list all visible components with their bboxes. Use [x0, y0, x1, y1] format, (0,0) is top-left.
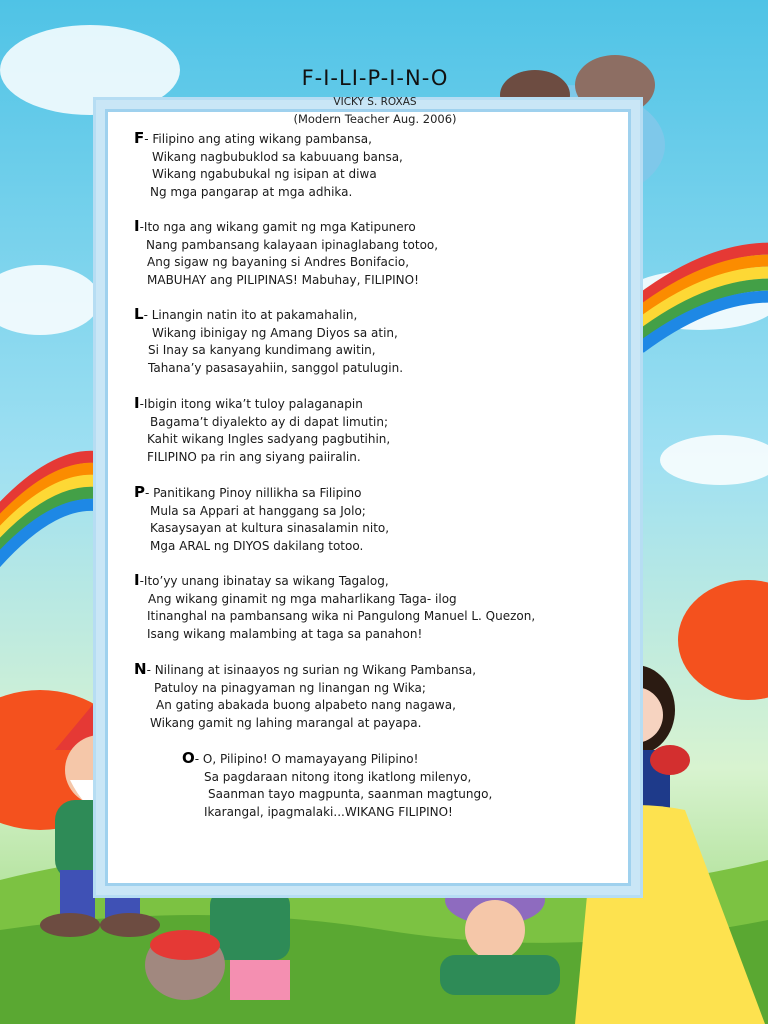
stanza-initial: O — [182, 749, 195, 767]
stanza-initial: L — [134, 305, 144, 323]
stanza-line: MABUHAY ang PILIPINAS! Mabuhay, FILIPINO! — [147, 272, 419, 287]
stanza-line: -Ito nga ang wikang gamit ng mga Katipunero — [139, 220, 416, 234]
stanza-line: Wikang gamit ng lahing marangal at payapa. — [150, 715, 422, 730]
stanza-initial: N — [134, 660, 147, 678]
stanza-initial: I — [134, 217, 140, 235]
stanza-line: Mga ARAL ng DIYOS dakilang totoo. — [150, 538, 364, 553]
stanza-line: - Linangin natin ito at pakamahalin, — [143, 308, 358, 322]
poem-author: VICKY S. ROXAS — [333, 96, 417, 108]
stanza-line: Mula sa Appari at hanggang sa Jolo; — [150, 503, 366, 518]
poem-title: F-I-LI-P-I-N-O — [301, 66, 449, 90]
stanza-line: Ng mga pangarap at mga adhika. — [150, 184, 353, 199]
stanza-i — [134, 218, 438, 289]
stanza-line: An gating abakada buong alpabeto nang nagawa, — [156, 698, 456, 712]
stanza-l — [134, 306, 403, 377]
stanza-line: Wikang nagbubuklod sa kabuuang bansa, — [152, 149, 403, 164]
stanza-line: - Nilinang at isinaayos ng surian ng Wikang Pambansa, — [146, 663, 477, 677]
stanza-line: Nang pambansang kalayaan ipinaglabang totoo, — [146, 237, 439, 252]
stanza-line: Sa pagdaraan nitong itong ikatlong milenyo, — [204, 769, 472, 784]
stanza-line: Wikang ibinigay ng Amang Diyos sa atin, — [152, 325, 398, 340]
stanza-line: - Panitikang Pinoy nillikha sa Filipino — [145, 486, 362, 500]
stanza-line: Ikarangal, ipagmalaki...WIKANG FILIPINO! — [204, 804, 453, 819]
stanza-line: Wikang ngabubukal ng isipan at diwa — [152, 167, 377, 181]
stanza-o — [182, 750, 492, 821]
stanza-line: FILIPINO pa rin ang siyang paiiralin. — [147, 449, 361, 464]
stanza-f — [134, 130, 403, 201]
stanza-i-2 — [134, 395, 390, 466]
stanza-i-3 — [134, 572, 535, 643]
stanza-line: -Ito’yy unang ibinatay sa wikang Tagalog, — [139, 574, 389, 588]
stanza-line: Ang wikang ginamit ng mga maharlikang Taga- ilog — [148, 591, 457, 606]
stanza-line: Patuloy na pinagyaman ng linangan ng Wika; — [154, 680, 426, 695]
stanza-initial: P — [134, 483, 145, 501]
stanza-initial: F — [134, 129, 145, 147]
poem-source: (Modern Teacher Aug. 2006) — [293, 112, 457, 126]
stanza-line: Tahana’y pasasayahiin, sanggol patulugin. — [148, 360, 404, 375]
stanza-line: Bagama’t diyalekto ay di dapat limutin; — [150, 414, 389, 429]
stanza-line: Kahit wikang Ingles sadyang pagbutihin, — [147, 432, 391, 446]
stanza-p — [134, 484, 389, 555]
stanza-line: Isang wikang malambing at taga sa panahon! — [147, 626, 423, 641]
stanza-initial: I — [134, 394, 140, 412]
stanza-line: Ang sigaw ng bayaning si Andres Bonifacio, — [147, 255, 410, 269]
stanza-line: Itinanghal na pambansang wika ni Pangulong Manuel L. Quezon, — [147, 609, 536, 623]
stanza-n — [134, 661, 476, 732]
stanza-initial: I — [134, 571, 140, 589]
stanza-line: Saanman tayo magpunta, saanman magtungo, — [208, 787, 493, 801]
stanza-line: -Ibigin itong wika’t tuloy palaganapin — [139, 397, 363, 411]
stanza-line: - O, Pilipino! O mamayayang Pilipino! — [194, 752, 419, 766]
stanza-line: Kasaysayan at kultura sinasalamin nito, — [150, 521, 390, 535]
stanza-line: - Filipino ang ating wikang pambansa, — [144, 132, 372, 146]
stanza-line: Si Inay sa kanyang kundimang awitin, — [148, 343, 376, 357]
